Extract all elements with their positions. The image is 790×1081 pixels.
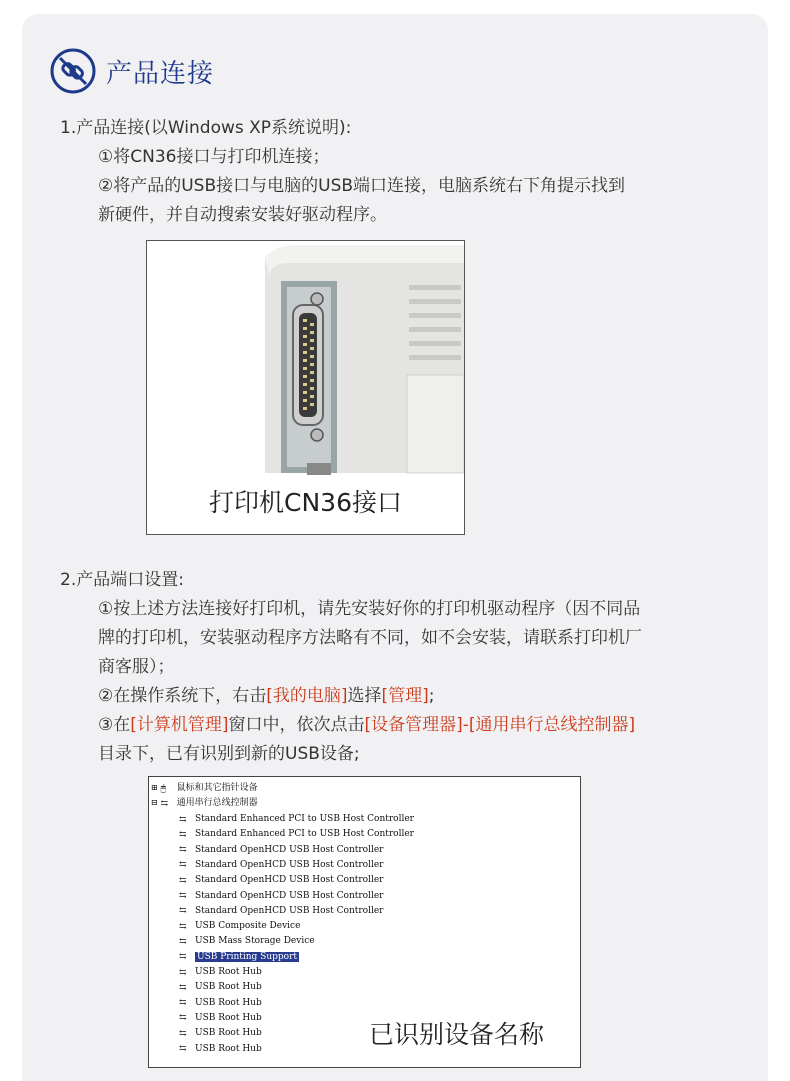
step1-item1: ①将CN36接口与打印机连接； bbox=[98, 147, 330, 167]
usb-device-icon: ⇆ bbox=[179, 891, 187, 901]
tree-item-label: USB Root Hub bbox=[195, 1012, 262, 1023]
tree-item-label: Standard OpenHCD USB Host Controller bbox=[195, 875, 384, 886]
usb-icon: ⇆ bbox=[160, 798, 169, 809]
usb-device-icon: ⇆ bbox=[179, 952, 187, 963]
usb-device-icon: ⇆ bbox=[179, 814, 187, 825]
usb-device-icon: ⇆ bbox=[179, 967, 187, 978]
tree-item-label: USB Composite Device bbox=[195, 921, 301, 932]
usb-device-icon: ⇆ bbox=[179, 906, 187, 917]
tree-item-label: Standard OpenHCD USB Host Controller bbox=[195, 890, 384, 901]
separator-dash: - bbox=[462, 715, 469, 735]
tree-item-label: USB Root Hub bbox=[195, 997, 262, 1008]
step2-item3-text-c: 窗口中，依次点击 bbox=[228, 715, 365, 735]
screenshot-caption: 已识别设备名称 bbox=[369, 1020, 545, 1049]
tree-item[interactable] bbox=[179, 997, 262, 1009]
tree-item[interactable] bbox=[179, 1012, 262, 1024]
tree-item[interactable] bbox=[179, 813, 414, 825]
tree-item-label: USB Root Hub bbox=[195, 1028, 262, 1039]
photo-caption: 打印机CN36接口 bbox=[209, 488, 402, 517]
section-title: 产品连接 bbox=[106, 58, 215, 89]
tree-item[interactable] bbox=[179, 874, 383, 886]
mouse-icon: 🖱 bbox=[160, 783, 166, 794]
tree-item-label: USB Root Hub bbox=[195, 982, 262, 993]
usb-device-icon: ⇆ bbox=[179, 860, 187, 871]
printer-port-illustration bbox=[147, 241, 464, 481]
tree-item[interactable] bbox=[179, 905, 383, 917]
usb-device-icon: ⇆ bbox=[179, 998, 187, 1009]
step2-item1-line3: 商客服）； bbox=[98, 657, 175, 677]
usb-device-icon: ⇆ bbox=[179, 1013, 187, 1024]
usb-controllers-ref: [通用串行总线控制器] bbox=[468, 715, 636, 735]
usb-device-icon: ⇆ bbox=[179, 829, 187, 840]
device-manager-ref: [设备管理器] bbox=[364, 715, 463, 735]
tree-parent-mouse[interactable]: ⊞ 🖱 鼠标和其它指针设备 bbox=[151, 783, 258, 794]
usb-device-icon: ⇆ bbox=[179, 845, 187, 856]
tree-item[interactable] bbox=[179, 951, 299, 963]
tree-item[interactable] bbox=[179, 966, 262, 978]
step2-item2-text-c: 选择 bbox=[347, 686, 382, 706]
step1-item2-line1: ②将产品的USB接口与电脑的USB端口连接，电脑系统右下角提示找到 bbox=[98, 176, 626, 196]
section-header bbox=[50, 48, 214, 94]
step1-item2-line2: 新硬件，并自动搜索安装好驱动程序。 bbox=[98, 205, 387, 225]
tree-item-label: Standard OpenHCD USB Host Controller bbox=[195, 905, 384, 916]
tree-item-label: USB Printing Support bbox=[197, 951, 297, 962]
tree-item[interactable] bbox=[179, 920, 300, 932]
step2-item2-text-a: ②在操作系统下，右击 bbox=[98, 686, 267, 706]
expand-plus-icon[interactable]: ⊞ bbox=[151, 783, 158, 792]
tree-item-label: Standard OpenHCD USB Host Controller bbox=[195, 844, 384, 855]
usb-device-icon: ⇆ bbox=[179, 1028, 187, 1039]
usb-device-icon: ⇆ bbox=[179, 982, 187, 993]
my-computer-ref: [我的电脑] bbox=[266, 686, 348, 706]
tree-item[interactable] bbox=[179, 844, 383, 856]
usb-device-icon: ⇆ bbox=[179, 1044, 187, 1054]
device-manager-screenshot bbox=[148, 776, 581, 1068]
usb-device-icon: ⇆ bbox=[179, 875, 187, 886]
tree-item-label: Standard Enhanced PCI to USB Host Controller bbox=[195, 814, 414, 824]
tree-item-label: USB Root Hub bbox=[195, 967, 262, 977]
manage-ref: [管理] bbox=[381, 686, 429, 706]
step2-item1-line1: ①按上述方法连接好打印机，请先安装好你的打印机驱动程序（因不同品 bbox=[98, 599, 641, 619]
step2-heading: 2.产品端口设置: bbox=[60, 570, 184, 590]
step2-item1-line2: 牌的打印机，安装驱动程序方法略有不同，如不会安装，请联系打印机厂 bbox=[98, 628, 642, 648]
tree-item-label: USB Mass Storage Device bbox=[195, 936, 315, 947]
tree-item[interactable] bbox=[179, 859, 383, 871]
tree-item-label: USB Root Hub bbox=[195, 1043, 262, 1054]
step2-item3-line2: 目录下，已有识别到新的USB设备; bbox=[98, 744, 360, 764]
usb-device-icon: ⇆ bbox=[179, 936, 187, 947]
tree-item[interactable] bbox=[179, 935, 315, 947]
step2-item3 bbox=[98, 711, 635, 740]
link-icon bbox=[50, 48, 96, 94]
tree-item[interactable] bbox=[179, 890, 383, 902]
step2-item2-text-e: ; bbox=[428, 686, 435, 706]
tree-parent-usb[interactable]: ⊟ ⇆ 通用串行总线控制器 bbox=[151, 798, 258, 809]
tree-item[interactable] bbox=[179, 981, 262, 993]
tree-item-label: Standard Enhanced PCI to USB Host Controller bbox=[195, 829, 414, 840]
step2-item3-text-a: ③在 bbox=[98, 715, 131, 735]
printer-port-photo bbox=[146, 240, 465, 535]
usb-device-icon: ⇆ bbox=[179, 921, 187, 932]
tree-item[interactable] bbox=[179, 1043, 262, 1055]
collapse-minus-icon[interactable]: ⊟ bbox=[151, 798, 158, 807]
step2-item2 bbox=[98, 682, 435, 711]
computer-management-ref: [计算机管理] bbox=[130, 715, 229, 735]
tree-item-label: Standard OpenHCD USB Host Controller bbox=[195, 859, 384, 870]
step1-heading: 1.产品连接(以Windows XP系统说明): bbox=[60, 118, 352, 138]
tree-item[interactable] bbox=[179, 1027, 262, 1039]
tree-item[interactable] bbox=[179, 828, 414, 840]
